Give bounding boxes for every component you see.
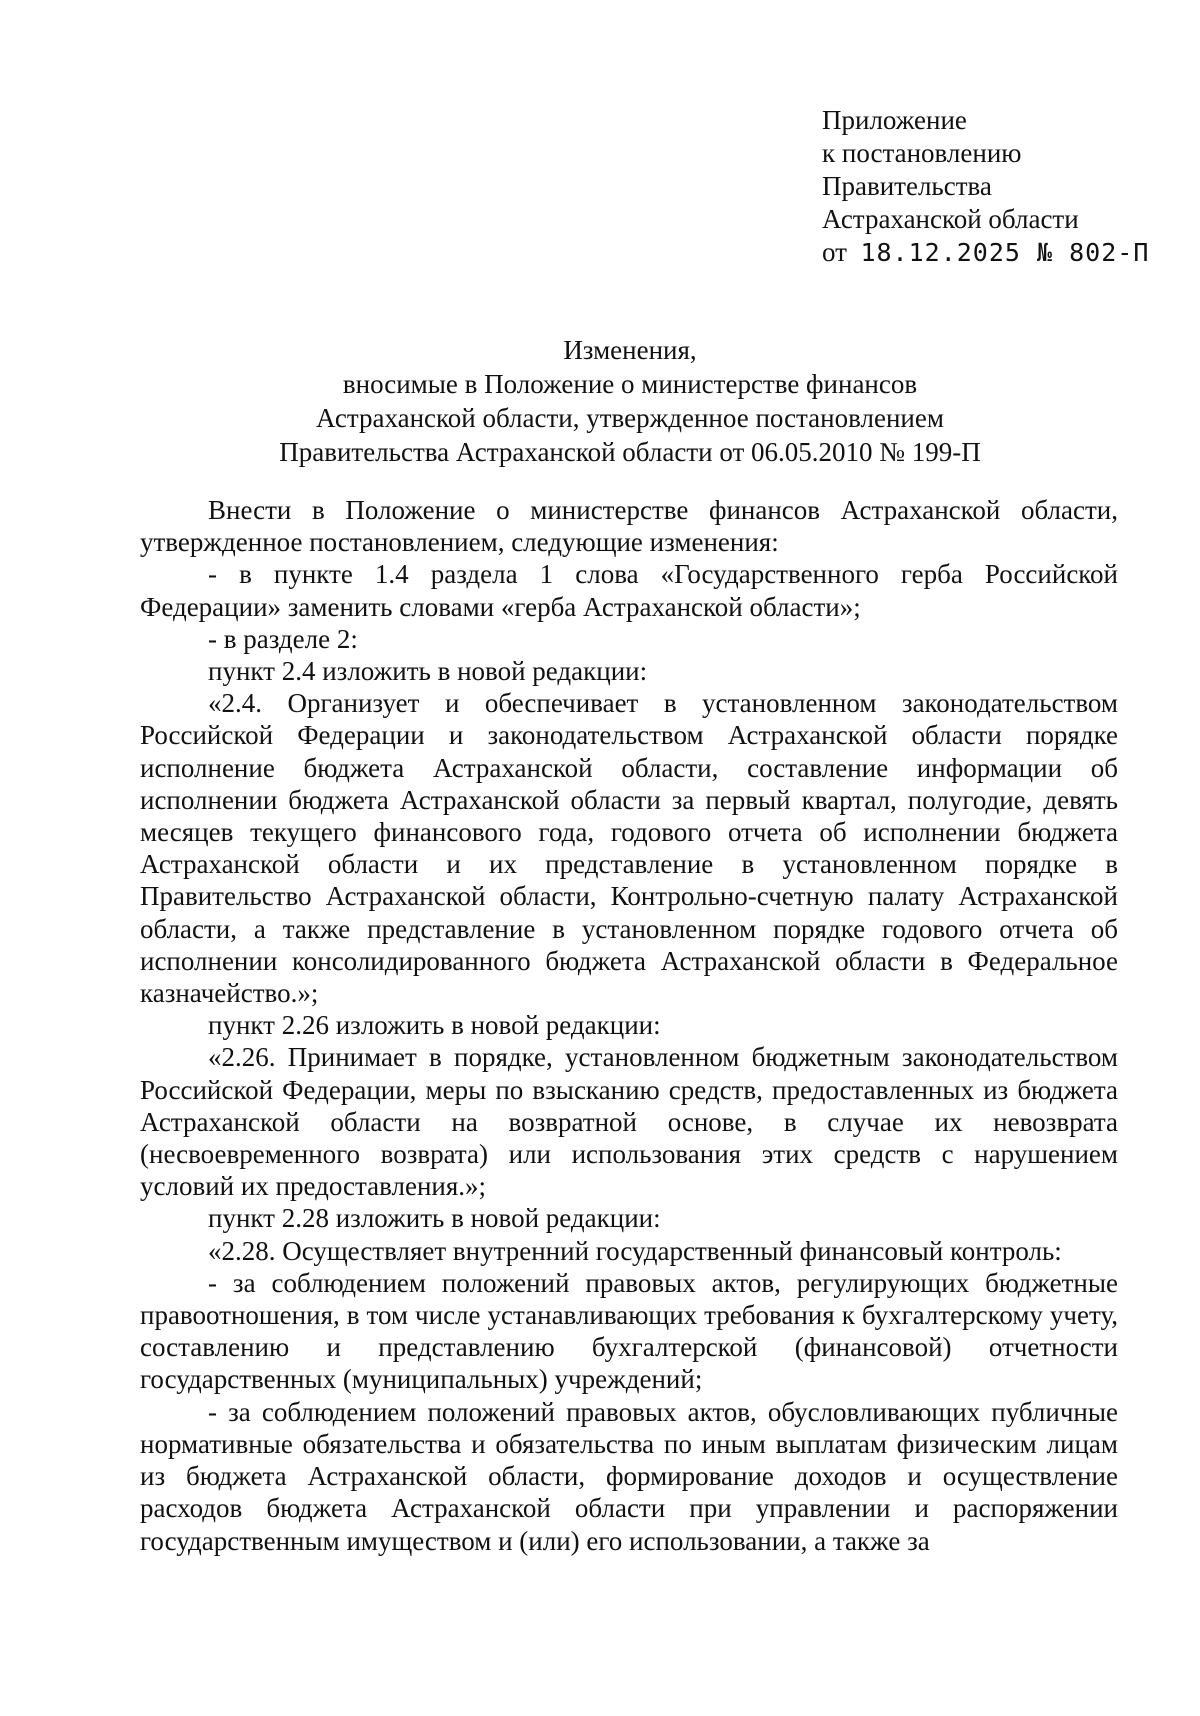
title-line-1: Изменения, (563, 335, 697, 365)
document-body (140, 494, 1118, 1557)
body-paragraph: пункт 2.28 изложить в новой редакции: (208, 1203, 661, 1234)
appendix-date-line (822, 236, 1182, 269)
body-paragraph: «2.28. Осуществляет внутренний государственный финансовый контроль: (208, 1235, 1062, 1266)
appendix-line-4: Астраханской области (822, 204, 1079, 234)
title-line-2: вносимые в Положение о министерстве финансов (342, 369, 918, 399)
document-title (150, 333, 1110, 469)
body-paragraph: пункт 2.26 изложить в новой редакции: (208, 1010, 661, 1041)
appendix-date-prefix: от (822, 237, 847, 267)
body-paragraph: - за соблюдением положений правовых актов, регулирующих бюджетные правоотношения, в том числе устанавливающих требования к бухгалтерскому учету, составлению и представлению бухгалтерской (финансовой) отчетности государственных (муниципальных) учреждений; (140, 1267, 1118, 1395)
appendix-line-2: к постановлению (822, 138, 1022, 168)
body-paragraph: пункт 2.4 изложить в новой редакции: (208, 656, 648, 687)
title-line-4: Правительства Астраханской области от 06.05.2010 № 199-П (279, 437, 981, 467)
appendix-header (822, 104, 1182, 269)
appendix-line-1: Приложение (822, 105, 967, 135)
appendix-date-stamp: 18.12.2025 № 802-П (860, 238, 1150, 267)
body-paragraph: - в разделе 2: (208, 623, 358, 654)
body-paragraph: «2.4. Организует и обеспечивает в установленном законодательством Российской Федерации и законодательством Астраханской области порядке исполнение бюджета Астраханской области, составление информации об исполнении бюджета Астраханской области за первый квартал, полугодие, девять месяцев текущего финансового года, годового отчета об исполнении бюджета Астраханской области и их представление в установленном порядке в Правительство Астраханской области, Контрольно-счетную палату Астраханской области, а также представление в установленном порядке годового отчета об исполнении консолидированного бюджета Астраханской области в Федеральное казначейство.»; (140, 688, 1118, 1009)
body-paragraph: - за соблюдением положений правовых актов, обусловливающих публичные нормативные обязательства и обязательства по иным выплатам физическим лицам из бюджета Астраханской области, формирование доходов и осуществление расходов бюджета Астраханской области при управлении и распоряжении государственным имуществом и (или) его использовании, а также за (140, 1396, 1118, 1556)
appendix-line-3: Правительства (822, 171, 992, 201)
body-paragraph: - в пункте 1.4 раздела 1 слова «Государственного герба Российской Федерации» заменить словами «герба Астраханской области»; (140, 559, 1118, 622)
body-paragraph: Внести в Положение о министерстве финансов Астраханской области, утвержденное постановлением, следующие изменения: (140, 495, 1118, 558)
body-paragraph: «2.26. Принимает в порядке, установленном бюджетным законодательством Российской Федерации, меры по взысканию средств, предоставленных из бюджета Астраханской области на возвратной основе, в случае их невозврата (несвоевременного возврата) или использования этих средств с нарушением условий их предоставления.»; (140, 1042, 1118, 1202)
title-line-3: Астраханской области, утвержденное постановлением (316, 403, 944, 433)
